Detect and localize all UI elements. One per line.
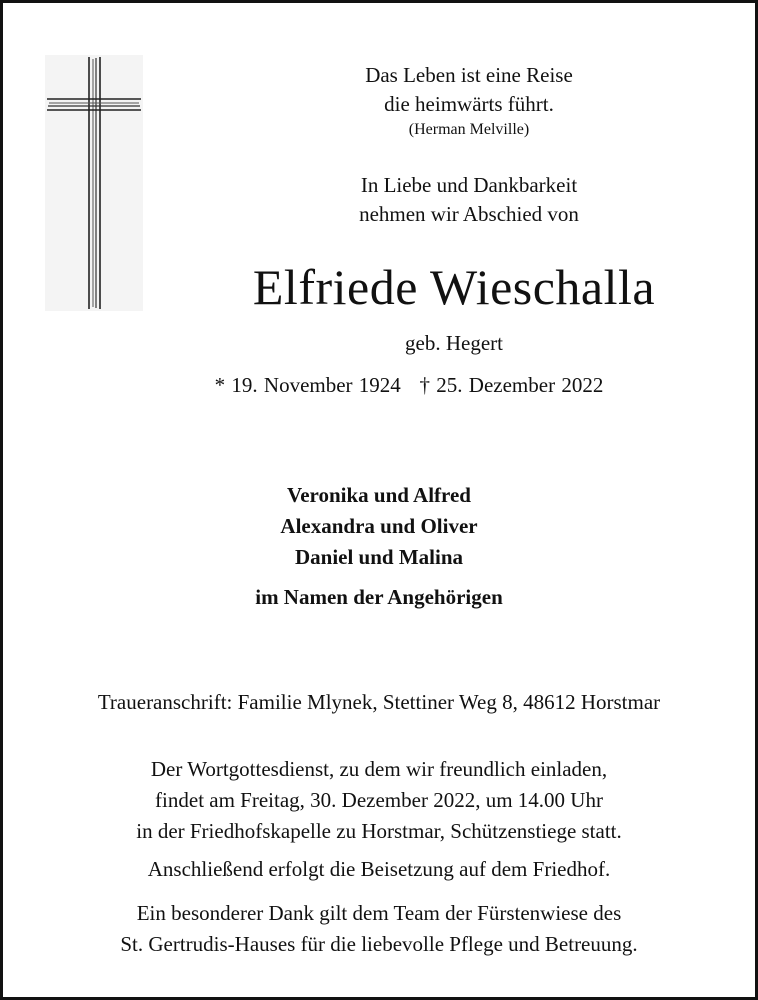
quote-line: Das Leben ist eine Reise xyxy=(365,63,573,87)
mourner-names: Alexandra und Oliver xyxy=(280,514,478,538)
intro-line: In Liebe und Dankbarkeit xyxy=(360,173,578,197)
service-line: Der Wortgottesdienst, zu dem wir freundlich einladen, xyxy=(150,757,608,781)
mourner-names: Daniel und Malina xyxy=(294,545,464,569)
cross-icon xyxy=(45,55,143,311)
mourner-names: Veronika und Alfred xyxy=(286,483,471,507)
mourning-address: Traueranschrift: Familie Mlynek, Stettiner Weg 8, 48612 Horstmar xyxy=(97,690,661,714)
service-line: findet am Freitag, 30. Dezember 2022, um 14.00 Uhr xyxy=(155,788,603,812)
thanks-line: Ein besonderer Dank gilt dem Team der Fürstenwiese des xyxy=(136,901,622,925)
on-behalf-line: im Namen der Angehörigen xyxy=(255,585,503,609)
quote-author: (Herman Melville) xyxy=(408,121,530,138)
life-dates: * 19. November 1924 † 25. Dezember 2022 xyxy=(214,373,604,397)
service-line: in der Friedhofskapelle zu Horstmar, Schützenstiege statt. xyxy=(136,819,622,843)
intro-line: nehmen wir Abschied von xyxy=(359,202,579,226)
maiden-name: geb. Hegert xyxy=(405,331,503,355)
thanks-line: St. Gertrudis-Hauses für die liebevolle Pflege und Betreuung. xyxy=(120,932,638,956)
deceased-name: Elfriede Wieschalla xyxy=(252,259,656,315)
burial-line: Anschließend erfolgt die Beisetzung auf dem Friedhof. xyxy=(147,857,611,881)
quote-line: die heimwärts führt. xyxy=(384,92,554,116)
